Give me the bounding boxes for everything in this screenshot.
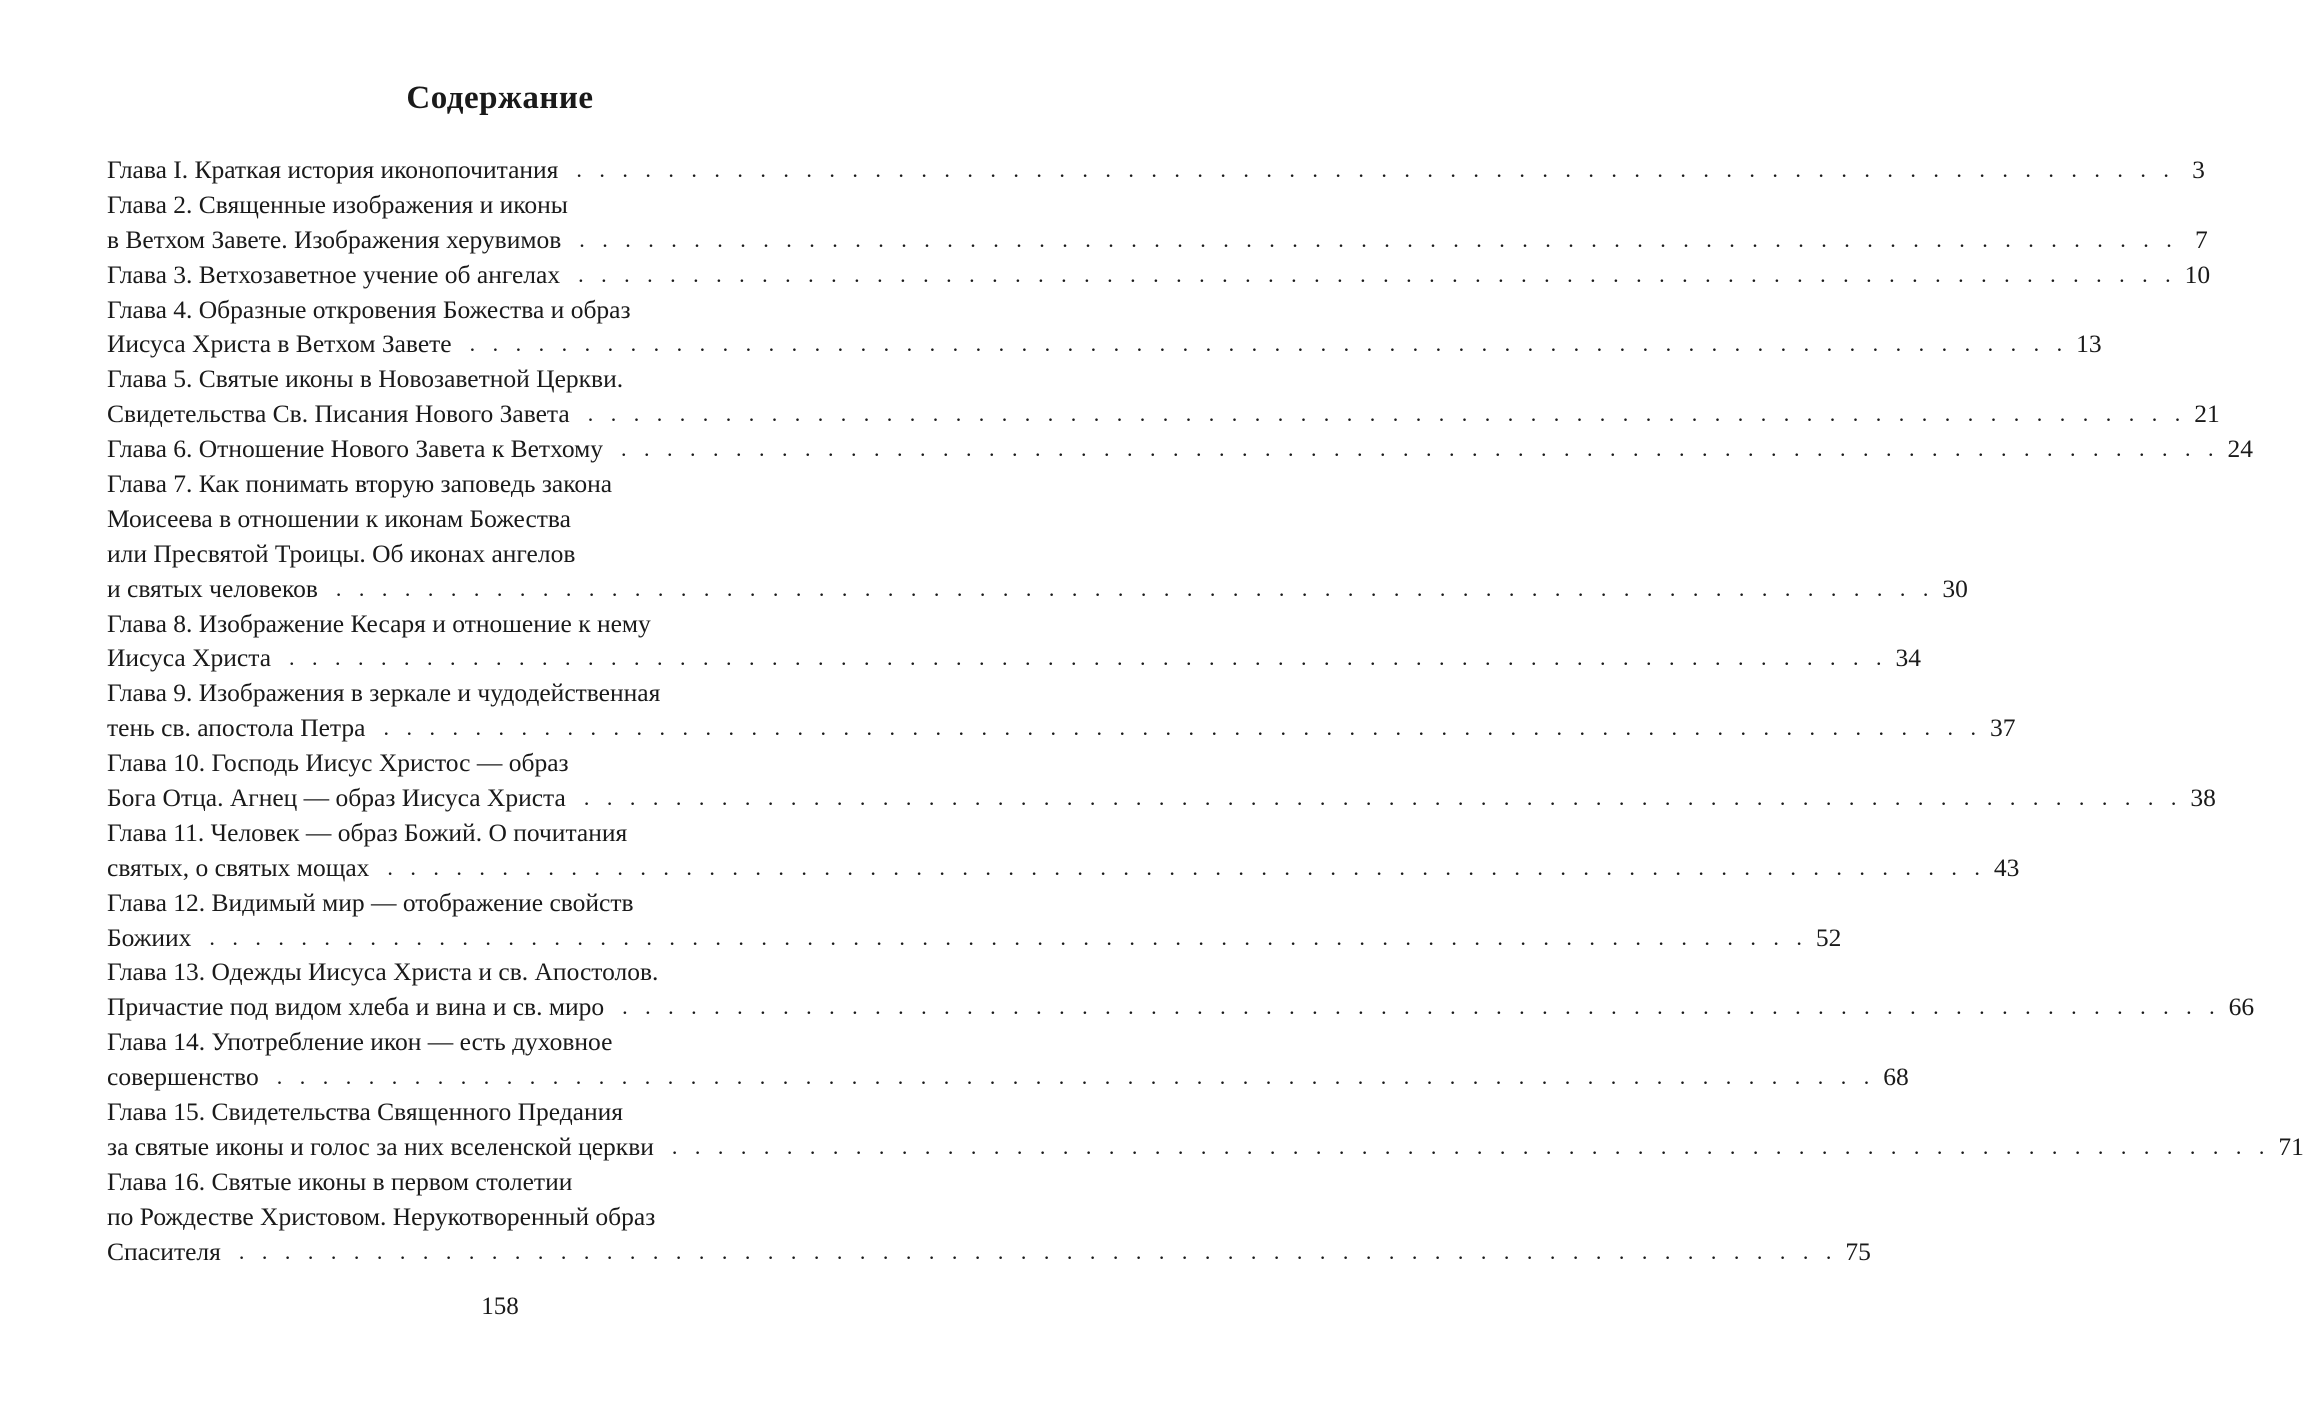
dot-leader: . . . . . . . . . . . . . . . . . . . . . . . . . . . . . . . . . . . . . . . . . . . . . . . . . . . . . . . . . . . . . . . . . . . . . .	[289, 645, 1888, 671]
toc-entry-last-line	[107, 990, 2255, 1025]
toc-entry-line	[107, 746, 819, 781]
toc-page-number: 52	[1815, 922, 1842, 952]
toc-entry-line	[107, 188, 819, 223]
dot-leader: . . . . . . . . . . . . . . . . . . . . . . . . . . . . . . . . . . . . . . . . . . . . . . . . . . . . . . . . . . . . . . . . . . . . . .	[576, 157, 2175, 182]
toc-page-number: 30	[1942, 573, 1968, 603]
toc-entry-line	[107, 955, 819, 990]
toc-entry-last-line	[107, 1130, 2304, 1165]
toc-page-number: 34	[1895, 643, 1922, 673]
dot-leader: . . . . . . . . . . . . . . . . . . . . . . . . . . . . . . . . . . . . . . . . . . . . . . . . . . . . . . . . . . . . . . . . . . . . . .	[579, 226, 2178, 252]
dot-leader: . . . . . . . . . . . . . . . . . . . . . . . . . . . . . . . . . . . . . . . . . . . . . . . . . . . . . . . . . . . . . . . . . . . . . .	[335, 575, 1935, 601]
dot-leader: . . . . . . . . . . . . . . . . . . . . . . . . . . . . . . . . . . . . . . . . . . . . . . . . . . . . . . . . . . . . . . . . . . . . . .	[209, 924, 1808, 950]
toc-entry-text: Глава I. Краткая история иконопочитания	[107, 155, 559, 184]
toc-entry-line	[107, 816, 819, 851]
toc-page-number: 7	[2195, 224, 2208, 254]
toc-entry-line	[107, 362, 819, 397]
toc-entry-text: или Пресвятой Троицы. Об иконах ангелов	[107, 538, 576, 568]
toc-entry-line	[107, 886, 819, 921]
toc-entry-line	[107, 502, 819, 537]
dot-leader: . . . . . . . . . . . . . . . . . . . . . . . . . . . . . . . . . . . . . . . . . . . . . . . . . . . . . . . . . . . . . . . . . . . . . .	[387, 854, 1986, 880]
toc-entry-text: Свидетельства Св. Писания Нового Завета	[107, 399, 570, 429]
dot-leader: . . . . . . . . . . . . . . . . . . . . . . . . . . . . . . . . . . . . . . . . . . . . . . . . . . . . . . . . . . . . . . . . . . . . . .	[469, 331, 2069, 357]
toc-entry-text: Глава 7. Как понимать вторую заповедь закона	[107, 469, 613, 499]
toc-entry-text: Глава 10. Господь Иисус Христос — образ	[107, 748, 569, 778]
toc-entry-line	[107, 467, 819, 502]
toc-page-number: 75	[1845, 1236, 1871, 1266]
toc-entry-last-line	[107, 1235, 1871, 1270]
toc-entry-text: Глава 8. Изображение Кесаря и отношение к нему	[107, 608, 651, 638]
toc-entry-line	[107, 607, 819, 642]
toc-entry-last-line	[107, 258, 2211, 293]
page-title: Содержание	[406, 80, 594, 116]
dot-leader: . . . . . . . . . . . . . . . . . . . . . . . . . . . . . . . . . . . . . . . . . . . . . . . . . . . . . . . . . . . . . . . . . . . . . .	[578, 261, 2177, 287]
toc-entry-text: Моисеева в отношении к иконам Божества	[107, 503, 571, 533]
toc-entry-text: по Рождестве Христовом. Нерукотворенный образ	[107, 1201, 656, 1231]
dot-leader: . . . . . . . . . . . . . . . . . . . . . . . . . . . . . . . . . . . . . . . . . . . . . . . . . . . . . . . . . . . . . . . . . . . . . .	[276, 1064, 1876, 1090]
toc-entry-text: святых, о святых мощах	[107, 852, 370, 882]
toc-entry-text: Иисуса Христа в Ветхом Завете	[107, 329, 452, 359]
toc-entry-text: Глава 12. Видимый мир — отображение свойств	[107, 887, 634, 917]
toc-entry-text: совершенство	[107, 1062, 259, 1092]
toc-entry-text: Спасителя	[107, 1236, 221, 1266]
toc-page-number: 37	[1989, 713, 2016, 743]
toc-page-number: 43	[1993, 852, 2020, 882]
toc-entry-line	[107, 1095, 819, 1130]
toc-entry-text: Глава 14. Употребление икон — есть духовное	[107, 1027, 613, 1057]
toc-page-number: 13	[2076, 329, 2102, 359]
toc-entry-text: Глава 3. Ветхозаветное учение об ангелах	[107, 259, 561, 289]
toc-entry-text: Глава 5. Святые иконы в Новозаветной Церкви.	[107, 364, 624, 394]
toc-entry-last-line	[107, 397, 2220, 432]
toc-entry-last-line	[107, 711, 2016, 746]
toc-page-number: 24	[2227, 434, 2254, 464]
toc-entry-line	[107, 1165, 819, 1200]
toc-entry-last-line	[107, 572, 1968, 607]
dot-leader: . . . . . . . . . . . . . . . . . . . . . . . . . . . . . . . . . . . . . . . . . . . . . . . . . . . . . . . . . . . . . . . . . . . . . .	[238, 1238, 1838, 1264]
toc-entry-text: в Ветхом Завете. Изображения херувимов	[107, 224, 562, 254]
toc-entry-text: тень св. апостола Петра	[107, 713, 366, 743]
dot-leader: . . . . . . . . . . . . . . . . . . . . . . . . . . . . . . . . . . . . . . . . . . . . . . . . . . . . . . . . . . . . . . . . . . . . . .	[583, 785, 2183, 811]
toc-entry-line	[107, 1200, 819, 1235]
toc-entry-text: Глава 6. Отношение Нового Завета к Ветхому	[107, 434, 604, 464]
dot-leader: . . . . . . . . . . . . . . . . . . . . . . . . . . . . . . . . . . . . . . . . . . . . . . . . . . . . . . . . . . . . . . . . . . . . . .	[383, 715, 1982, 741]
toc-entry-text: Глава 11. Человек — образ Божий. О почитания	[107, 817, 628, 847]
page-number: 158	[481, 1293, 519, 1320]
dot-leader: . . . . . . . . . . . . . . . . . . . . . . . . . . . . . . . . . . . . . . . . . . . . . . . . . . . . . . . . . . . . . . . . . . . . . .	[587, 401, 2187, 427]
toc-entry-last-line	[107, 1060, 1909, 1095]
toc-entry-line	[107, 537, 819, 572]
toc-entry-text: Божиих	[107, 922, 192, 952]
toc-entry-text: Глава 2. Священные изображения и иконы	[107, 189, 568, 219]
dot-leader: . . . . . . . . . . . . . . . . . . . . . . . . . . . . . . . . . . . . . . . . . . . . . . . . . . . . . . . . . . . . . . . . . . . . . .	[671, 1133, 2271, 1159]
toc-entry-last-line	[107, 153, 2205, 188]
dot-leader: . . . . . . . . . . . . . . . . . . . . . . . . . . . . . . . . . . . . . . . . . . . . . . . . . . . . . . . . . . . . . . . . . . . . . .	[622, 994, 2221, 1020]
toc-entry-text: Причастие под видом хлеба и вина и св. миро	[107, 992, 605, 1022]
toc-page-number: 21	[2194, 399, 2220, 429]
toc-entry-text: за святые иконы и голос за них вселенской церкви	[107, 1131, 654, 1161]
toc-entry-line	[107, 293, 819, 328]
toc-page-number: 38	[2190, 783, 2216, 813]
toc-entry-line	[107, 1025, 819, 1060]
toc-entry-last-line	[107, 223, 2208, 258]
toc-entry-last-line	[107, 851, 2020, 886]
toc-page-number: 71	[2278, 1131, 2304, 1161]
toc-page-number: 66	[2228, 992, 2255, 1022]
toc-entry-text: Бога Отца. Агнец — образ Иисуса Христа	[107, 783, 566, 813]
toc-entry-last-line	[107, 781, 2216, 816]
toc-entry-text: Глава 16. Святые иконы в первом столетии	[107, 1166, 573, 1196]
toc-entry-text: Глава 15. Свидетельства Священного Предания	[107, 1097, 624, 1127]
toc-page-number: 68	[1883, 1062, 1909, 1092]
table-of-contents	[107, 153, 2304, 1270]
toc-page-number: 10	[2184, 259, 2211, 289]
toc-entry-last-line	[107, 641, 1922, 676]
toc-entry-last-line	[107, 327, 2102, 362]
toc-entry-text: Иисуса Христа	[107, 643, 272, 673]
toc-entry-last-line	[107, 432, 2254, 467]
toc-entry-last-line	[107, 921, 1842, 956]
toc-entry-line	[107, 676, 819, 711]
toc-page-number: 3	[2192, 155, 2205, 184]
toc-entry-text: Глава 4. Образные откровения Божества и образ	[107, 294, 631, 324]
toc-entry-text: Глава 13. Одежды Иисуса Христа и св. Апостолов.	[107, 957, 659, 987]
toc-entry-text: Глава 9. Изображения в зеркале и чудодейственная	[107, 678, 661, 708]
toc-entry-text: и святых человеков	[107, 573, 318, 603]
dot-leader: . . . . . . . . . . . . . . . . . . . . . . . . . . . . . . . . . . . . . . . . . . . . . . . . . . . . . . . . . . . . . . . . . . . . . .	[621, 436, 2220, 462]
